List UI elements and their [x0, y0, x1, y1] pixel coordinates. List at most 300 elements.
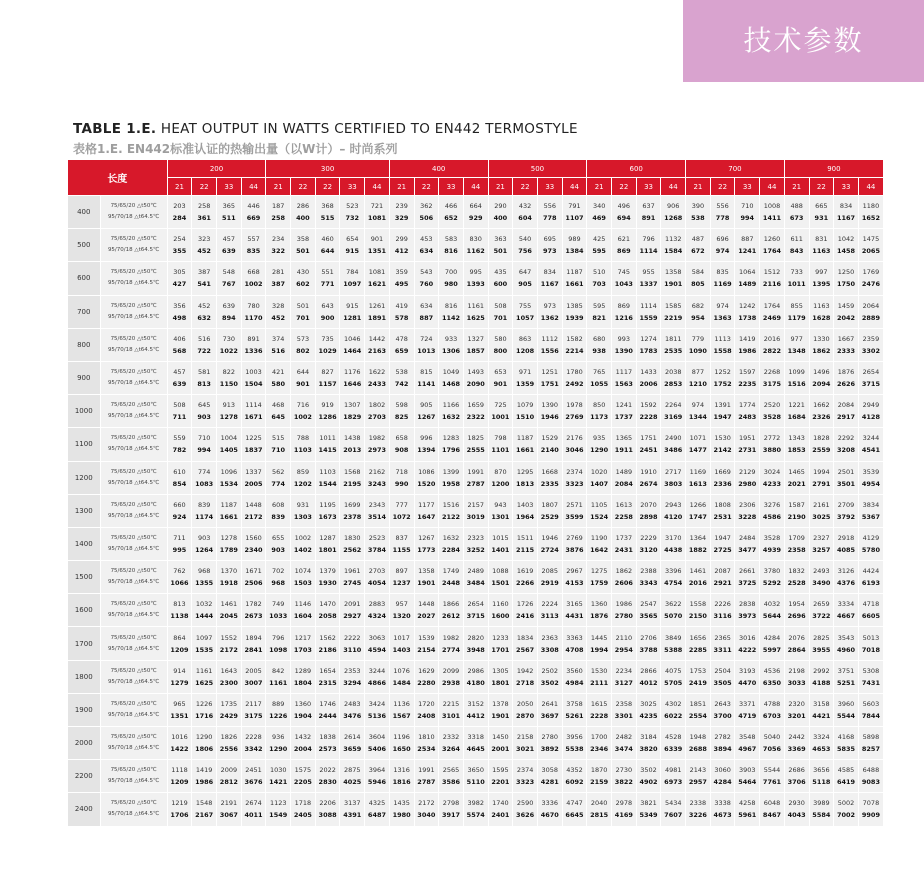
value-a: 595: [592, 301, 606, 310]
value-cell: [858, 527, 883, 560]
value-a: 1782: [245, 600, 262, 609]
value-b: 1090: [688, 346, 707, 355]
value-b: 1226: [269, 711, 288, 720]
value-b: 6419: [836, 778, 856, 787]
value-b: 3120: [639, 545, 658, 554]
value-a: 1160: [492, 600, 509, 609]
value-b: 6350: [762, 678, 782, 687]
value-b: 672: [691, 247, 705, 256]
value-b: 9083: [861, 778, 880, 787]
value-b: 1002: [293, 413, 312, 422]
value-b: 3715: [861, 380, 880, 389]
value-b: 767: [222, 280, 236, 289]
value-a: 3024: [763, 467, 781, 476]
value-a: 1735: [220, 699, 238, 708]
value-cell: [513, 594, 538, 627]
value-cell: [340, 295, 365, 328]
value-cell: [340, 361, 365, 394]
condition-a: 75/65/20 △t50℃: [110, 435, 157, 442]
value-a: 1539: [418, 633, 435, 642]
value-a: 973: [543, 301, 556, 310]
value-a: 1825: [467, 434, 484, 443]
value-a: 668: [247, 268, 260, 277]
value-cell: [710, 295, 735, 328]
value-a: 1123: [269, 799, 287, 808]
value-cell: [513, 461, 538, 494]
value-cell: [463, 295, 488, 328]
value-a: 621: [617, 235, 631, 244]
value-b: 1503: [293, 579, 312, 588]
value-a: 2234: [615, 666, 633, 675]
type-header: 44: [661, 178, 686, 196]
value-a: 968: [197, 567, 211, 576]
value-cell: [587, 693, 612, 726]
value-a: 2005: [245, 666, 262, 675]
value-cell: [241, 395, 266, 428]
value-a: 1042: [837, 235, 855, 244]
value-b: 2163: [367, 346, 387, 355]
value-a: 1530: [590, 666, 608, 675]
value-b: 3311: [713, 645, 732, 654]
value-a: 1613: [615, 500, 633, 509]
value-b: 2266: [516, 579, 535, 588]
value-cell: [809, 262, 834, 295]
value-cell: [463, 727, 488, 760]
value-b: 632: [197, 313, 211, 322]
value-a: 2306: [739, 500, 756, 509]
value-b: 1625: [466, 313, 485, 322]
value-cell: [612, 428, 637, 461]
value-cell: [365, 262, 390, 295]
value-cell: [834, 527, 859, 560]
value-cell: [636, 693, 661, 726]
value-a: 933: [444, 334, 458, 343]
value-cell: [735, 328, 760, 361]
value-b: 2864: [787, 645, 806, 654]
value-cell: [192, 196, 217, 229]
value-cell: [858, 494, 883, 527]
value-a: 1166: [442, 401, 460, 410]
value-b: 995: [172, 545, 187, 554]
value-cell: [513, 793, 538, 826]
value-a: 1448: [245, 500, 262, 509]
value-a: 1851: [689, 699, 707, 708]
value-a: 363: [494, 235, 507, 244]
value-b: 1671: [244, 413, 263, 422]
value-a: 2064: [862, 301, 880, 310]
value-cell: [809, 196, 834, 229]
value-a: 1105: [590, 500, 608, 509]
value-b: 639: [222, 247, 236, 256]
value-b: 1264: [195, 545, 214, 554]
value-cell: [612, 395, 637, 428]
value-cell: [587, 395, 612, 428]
value-b: 452: [197, 247, 211, 256]
value-cell: [809, 229, 834, 262]
value-a: 1595: [492, 766, 509, 775]
value-cell: [760, 196, 785, 229]
value-cell: [291, 229, 316, 262]
value-b: 3477: [738, 545, 757, 554]
value-b: 387: [271, 280, 285, 289]
value-cell: [858, 262, 883, 295]
value-cell: [661, 760, 686, 793]
value-a: 1947: [714, 533, 731, 542]
value-b: 639: [172, 380, 187, 389]
value-b: 2528: [787, 579, 806, 588]
value-cell: [241, 760, 266, 793]
value-cell: [291, 295, 316, 328]
value-b: 1393: [466, 280, 485, 289]
value-b: 1043: [614, 280, 633, 289]
value-a: 540: [518, 235, 532, 244]
value-b: 1738: [738, 313, 757, 322]
value-b: 2429: [219, 711, 238, 720]
value-cell: [710, 627, 735, 660]
value-cell: [513, 428, 538, 461]
value-b: 7761: [762, 778, 782, 787]
value-cell: [612, 793, 637, 826]
value-b: 3784: [367, 545, 387, 554]
value-a: 1030: [269, 766, 287, 775]
value-a: 1079: [516, 401, 534, 410]
value-b: 2401: [491, 811, 510, 820]
value-cell: [735, 760, 760, 793]
value-cell: [365, 793, 390, 826]
condition-cell: [100, 760, 167, 793]
value-a: 1088: [492, 567, 509, 576]
value-b: 3110: [343, 645, 362, 654]
value-b: 322: [271, 247, 285, 256]
height-group-header: 500: [488, 160, 587, 178]
value-cell: [291, 494, 316, 527]
value-b: 2556: [219, 745, 238, 754]
value-a: 457: [173, 368, 186, 377]
value-a: 3063: [368, 633, 386, 642]
value-a: 4747: [566, 799, 583, 808]
value-a: 665: [815, 202, 828, 211]
value-a: 2489: [467, 567, 484, 576]
value-cell: [636, 660, 661, 693]
value-cell: [463, 561, 488, 594]
value-cell: [784, 196, 809, 229]
value-b: 4653: [812, 745, 831, 754]
value-a: 3780: [763, 567, 781, 576]
value-b: 4085: [836, 545, 856, 554]
value-b: 3659: [343, 745, 362, 754]
value-a: 1385: [566, 301, 583, 310]
value-cell: [784, 727, 809, 760]
value-cell: [686, 494, 711, 527]
value-cell: [389, 229, 414, 262]
value-a: 1442: [368, 334, 386, 343]
value-a: 358: [296, 235, 310, 244]
type-header: 33: [735, 178, 760, 196]
value-cell: [809, 760, 834, 793]
value-b: 1083: [195, 479, 214, 488]
value-cell: [365, 328, 390, 361]
value-a: 374: [272, 334, 285, 343]
value-b: 4043: [787, 811, 806, 820]
value-cell: [686, 328, 711, 361]
value-b: 2013: [343, 446, 362, 455]
value-cell: [217, 693, 242, 726]
value-a: 1834: [516, 633, 534, 642]
value-a: 2009: [220, 766, 238, 775]
value-cell: [217, 196, 242, 229]
value-a: 1461: [689, 567, 707, 576]
value-b: 1179: [787, 313, 806, 322]
value-cell: [414, 196, 439, 229]
value-a: 3903: [739, 766, 756, 775]
value-b: 722: [197, 346, 211, 355]
value-b: 1141: [417, 380, 436, 389]
type-header: 33: [439, 178, 464, 196]
value-cell: [760, 760, 785, 793]
value-cell: [858, 461, 883, 494]
value-b: 1918: [219, 579, 238, 588]
value-cell: [389, 428, 414, 461]
value-a: 721: [370, 202, 384, 211]
value-a: 1438: [344, 434, 361, 443]
table-row: [68, 693, 884, 726]
value-cell: [661, 527, 686, 560]
value-b: 1829: [343, 413, 362, 422]
value-cell: [735, 361, 760, 394]
condition-cell: [100, 594, 167, 627]
value-cell: [784, 229, 809, 262]
value-a: 1808: [714, 500, 731, 509]
value-b: 2973: [367, 446, 387, 455]
value-a: 1753: [689, 666, 707, 675]
value-b: 1816: [392, 778, 411, 787]
value-a: 1064: [739, 268, 756, 277]
value-b: 1337: [639, 280, 658, 289]
value-a: 453: [420, 235, 433, 244]
value-cell: [686, 461, 711, 494]
value-a: 598: [395, 401, 408, 410]
value-cell: [784, 428, 809, 461]
value-b: 1904: [293, 711, 312, 720]
value-a: 3276: [763, 500, 781, 509]
condition-b: 95/70/18 △t64.5℃: [107, 778, 160, 785]
value-a: 1008: [763, 202, 781, 211]
value-a: 2084: [837, 401, 855, 410]
value-a: 4168: [837, 733, 855, 742]
value-b: 2001: [491, 745, 510, 754]
value-b: 515: [320, 214, 335, 223]
value-cell: [315, 561, 340, 594]
condition-b: 95/70/18 △t64.5℃: [107, 446, 160, 453]
value-a: 1161: [195, 666, 213, 675]
value-cell: [488, 328, 513, 361]
value-a: 735: [321, 334, 334, 343]
value-cell: [217, 660, 242, 693]
value-b: 3323: [516, 778, 535, 787]
value-b: 2140: [540, 446, 559, 455]
value-b: 516: [271, 346, 285, 355]
value-cell: [784, 361, 809, 394]
value-a: 5308: [862, 666, 880, 675]
value-cell: [537, 295, 562, 328]
value-cell: [192, 660, 217, 693]
value-a: 995: [469, 268, 482, 277]
value-a: 2709: [837, 500, 855, 509]
condition-a: 75/65/20 △t50℃: [110, 501, 157, 508]
value-b: 3208: [836, 446, 856, 455]
table-row: [68, 760, 884, 793]
value-a: 2875: [344, 766, 361, 775]
type-header: 22: [192, 178, 217, 196]
value-b: 2004: [293, 745, 312, 754]
value-b: 2451: [639, 446, 658, 455]
value-b: 2172: [244, 512, 263, 521]
value-cell: [315, 395, 340, 428]
value-a: 660: [173, 500, 186, 509]
value-cell: [439, 361, 464, 394]
value-cell: [537, 361, 562, 394]
value-a: 1071: [689, 434, 707, 443]
value-b: 3725: [738, 579, 757, 588]
value-cell: [784, 295, 809, 328]
value-cell: [439, 494, 464, 527]
value-b: 2812: [219, 778, 238, 787]
value-b: 2378: [343, 512, 362, 521]
value-cell: [192, 561, 217, 594]
value-b: 6645: [565, 811, 584, 820]
value-a: 653: [494, 368, 507, 377]
value-b: 843: [789, 247, 804, 256]
value-b: 1066: [170, 579, 189, 588]
value-a: 290: [494, 202, 507, 211]
value-b: 1706: [170, 811, 189, 820]
value-a: 901: [370, 235, 384, 244]
value-a: 573: [296, 334, 310, 343]
value-a: 2143: [689, 766, 707, 775]
value-b: 4281: [540, 778, 559, 787]
value-cell: [834, 229, 859, 262]
value-a: 446: [247, 202, 260, 211]
value-cell: [537, 428, 562, 461]
value-b: 2554: [688, 711, 707, 720]
value-b: 1703: [293, 645, 312, 654]
type-header: 21: [167, 178, 192, 196]
value-cell: [513, 760, 538, 793]
condition-a: 75/65/20 △t50℃: [110, 800, 157, 807]
condition-a: 75/65/20 △t50℃: [110, 568, 157, 575]
value-a: 2866: [640, 666, 657, 675]
value-b: 2476: [861, 280, 880, 289]
value-b: 3294: [343, 678, 362, 687]
value-cell: [266, 727, 291, 760]
value-b: 2433: [367, 380, 387, 389]
value-a: 1114: [245, 401, 262, 410]
value-a: 359: [395, 268, 408, 277]
table-row: [68, 428, 884, 461]
value-b: 1567: [392, 711, 411, 720]
value-a: 5040: [763, 733, 781, 742]
value-a: 4352: [566, 766, 583, 775]
value-b: 4902: [639, 778, 658, 787]
value-cell: [537, 229, 562, 262]
value-b: 2090: [466, 380, 485, 389]
value-b: 2559: [812, 446, 831, 455]
value-a: 3060: [714, 766, 731, 775]
value-cell: [562, 328, 587, 361]
value-b: 3019: [466, 512, 485, 521]
value-cell: [636, 428, 661, 461]
value-cell: [735, 594, 760, 627]
value-cell: [340, 727, 365, 760]
value-a: 548: [222, 268, 236, 277]
value-cell: [389, 196, 414, 229]
value-cell: [414, 693, 439, 726]
value-b: 5544: [836, 711, 856, 720]
value-b: 7431: [861, 678, 880, 687]
value-b: 1363: [713, 313, 732, 322]
value-a: 1629: [418, 666, 435, 675]
value-a: 696: [716, 235, 729, 244]
value-cell: [315, 494, 340, 527]
value-b: 905: [518, 280, 532, 289]
value-cell: [760, 328, 785, 361]
value-a: 2686: [788, 766, 805, 775]
value-cell: [167, 295, 192, 328]
value-a: 2493: [813, 567, 830, 576]
value-a: 4032: [763, 600, 781, 609]
value-a: 1870: [590, 766, 608, 775]
value-b: 701: [296, 313, 310, 322]
value-b: 1351: [367, 247, 387, 256]
value-cell: [809, 428, 834, 461]
value-a: 2198: [788, 666, 805, 675]
value-a: 538: [395, 368, 408, 377]
value-a: 1003: [245, 368, 262, 377]
value-b: 903: [197, 413, 211, 422]
condition-cell: [100, 428, 167, 461]
value-cell: [661, 793, 686, 826]
value-cell: [340, 627, 365, 660]
value-b: 1911: [614, 446, 633, 455]
value-b: 1029: [318, 346, 337, 355]
value-b: 634: [419, 247, 434, 256]
value-a: 943: [494, 500, 507, 509]
value-cell: [710, 527, 735, 560]
value-a: 1982: [368, 434, 386, 443]
value-b: 5070: [664, 612, 683, 621]
value-a: 1828: [813, 434, 830, 443]
value-b: 1351: [170, 711, 189, 720]
value-cell: [340, 527, 365, 560]
value-b: 1415: [318, 446, 337, 455]
value-a: 798: [494, 434, 507, 443]
value-a: 1769: [862, 268, 880, 277]
value-b: 1210: [688, 380, 707, 389]
value-a: 834: [543, 268, 556, 277]
condition-a: 75/65/20 △t50℃: [110, 667, 157, 674]
value-b: 1208: [516, 346, 535, 355]
value-cell: [784, 793, 809, 826]
value-cell: [463, 627, 488, 660]
header-row-types: [68, 178, 884, 196]
value-cell: [513, 494, 538, 527]
value-cell: [587, 461, 612, 494]
value-b: 1401: [491, 545, 510, 554]
length-cell: 1400: [68, 527, 101, 560]
value-a: 6048: [763, 799, 781, 808]
value-a: 1512: [763, 268, 781, 277]
value-b: 1384: [565, 247, 584, 256]
